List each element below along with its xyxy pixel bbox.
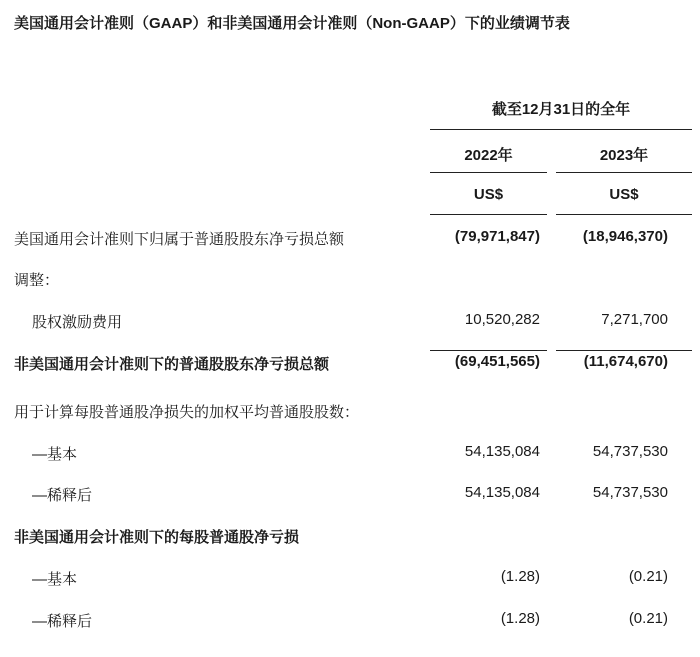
currency-rule-2023 [556, 214, 692, 215]
period-header: 截至12月31日的全年 [491, 101, 631, 118]
row-label: 非美国通用会计准则下的普通股股东净亏损总额 [14, 356, 330, 373]
subtotal-rule-2022 [430, 350, 547, 351]
row-label: —稀释后 [32, 487, 93, 504]
currency-header-2023: US$ [609, 186, 639, 203]
page-title: 美国通用会计准则（GAAP）和非美国通用会计准则（Non-GAAP）下的业绩调节表 [14, 15, 570, 32]
value-2022: 54,135,084 [464, 484, 540, 501]
row-label: 非美国通用会计准则下的每股普通股净亏损 [14, 529, 300, 546]
value-2023: 54,737,530 [592, 484, 668, 501]
currency-header-2022: US$ [473, 186, 504, 203]
value-2022: (79,971,847) [454, 228, 540, 245]
header-rule [430, 129, 692, 130]
year-header-2023: 2023年 [599, 147, 649, 164]
table-row-shares-basic [0, 443, 700, 467]
value-2022: (1.28) [500, 610, 540, 627]
table-row-weighted-shares [0, 401, 700, 425]
value-2023: 7,271,700 [601, 311, 668, 328]
table-row-eps-header [0, 526, 700, 550]
value-2023: 54,737,530 [592, 443, 668, 460]
table-row-share-comp [0, 311, 700, 335]
value-2022: (69,451,565) [454, 353, 540, 370]
value-2023: (0.21) [628, 568, 668, 585]
table-row-gaap-net-loss [0, 228, 700, 252]
row-label: 美国通用会计准则下归属于普通股股东净亏损总额 [14, 231, 345, 248]
currency-rule-2022 [430, 214, 547, 215]
value-2022: (1.28) [500, 568, 540, 585]
value-2022: 54,135,084 [464, 443, 540, 460]
table-row-non-gaap-net-loss [0, 353, 700, 377]
year-header-2022: 2022年 [464, 147, 513, 164]
row-label: 用于计算每股普通股净损失的加权平均普通股股数： [14, 404, 360, 421]
value-2023: (18,946,370) [582, 228, 668, 245]
year-rule-2023 [556, 172, 692, 173]
row-label: 股权激励费用 [32, 314, 123, 331]
table-row-eps-basic [0, 568, 700, 592]
table-row-adjustments [0, 269, 700, 293]
table-row-eps-diluted [0, 610, 700, 634]
table-row-shares-diluted [0, 484, 700, 508]
value-2023: (0.21) [628, 610, 668, 627]
row-label: 调整： [14, 272, 60, 289]
subtotal-rule-2023 [556, 350, 692, 351]
value-2023: (11,674,670) [583, 353, 668, 370]
value-2022: 10,520,282 [464, 311, 540, 328]
year-rule-2022 [430, 172, 547, 173]
row-label: —基本 [32, 571, 78, 588]
row-label: —稀释后 [32, 613, 93, 630]
row-label: —基本 [32, 446, 78, 463]
